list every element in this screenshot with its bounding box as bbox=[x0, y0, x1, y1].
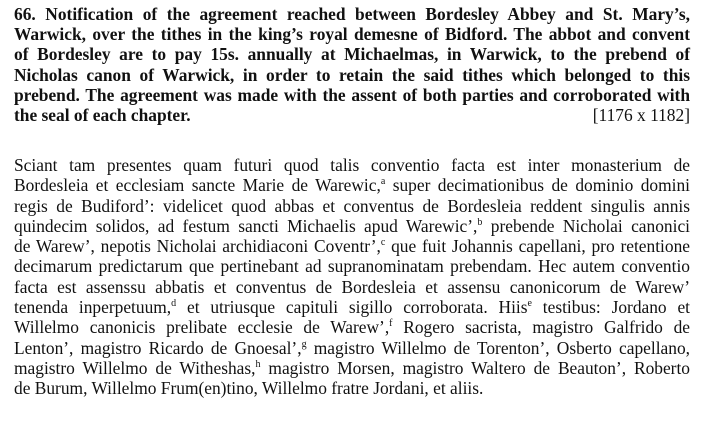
charter-text-segment: Willelmo canonicis prelibate ecclesie de Warew’, bbox=[14, 317, 390, 338]
date-range: [1176 x 1182] bbox=[592, 105, 690, 126]
heading-line: 66. Notification of the agreement reached between Bordesley Abbey and St. Mary’s, bbox=[14, 4, 690, 24]
entry-heading bbox=[14, 4, 690, 125]
footnote-marker: c bbox=[380, 237, 386, 249]
charter-line: facta est assenssu abbatis et conventus de Bordesleia et assensu canonicorum de Warew’ bbox=[14, 276, 690, 297]
charter-line bbox=[14, 358, 690, 378]
heading-line: Nicholas canon of Warwick, in order to retain the said tithes which belonged to this bbox=[14, 64, 690, 85]
charter-text-segment: testibus: Jordano et bbox=[531, 297, 691, 318]
charter-line bbox=[14, 216, 690, 236]
charter-text-segment: Bordesleia et ecclesiam sancte Marie de Warewic, bbox=[14, 175, 381, 196]
charter-text-segment: magistro Willelmo de Witheshas, bbox=[14, 357, 256, 378]
charter-text-segment: Lenton’, magistro Ricardo de Gnoesal’, bbox=[14, 337, 302, 358]
charter-text bbox=[14, 155, 690, 399]
footnote-marker: d bbox=[171, 298, 177, 310]
charter-text-segment: quindecim solidos, ad festum sancti Michaelis apud Warewic’, bbox=[14, 215, 478, 236]
footnote-marker: a bbox=[380, 176, 386, 188]
heading-line: Warwick, over the tithes in the king’s royal demesne of Bidford. The abbot and convent bbox=[14, 24, 690, 45]
charter-text-segment: magistro Willelmo de Torenton’, Osberto capellano, bbox=[306, 337, 690, 358]
charter-text-segment: tenenda inperpetuum, bbox=[14, 297, 172, 318]
charter-line bbox=[14, 317, 690, 337]
heading-last-text: the seal of each chapter. bbox=[14, 105, 191, 126]
charter-line bbox=[14, 338, 690, 358]
charter-line: decimarum predictarum que pertinebant ad supranominatam prebendam. Hec autem conventio bbox=[14, 256, 690, 277]
footnote-marker: e bbox=[527, 298, 532, 310]
charter-text-segment: magistro Morsen, magistro Waltero de Beauton’, Roberto bbox=[260, 357, 690, 378]
footnote-marker: h bbox=[255, 359, 261, 371]
charter-line-final: de Burum, Willelmo Frum(en)tino, Willelmo fratre Jordani, et aliis. bbox=[14, 378, 484, 399]
charter-text-segment: que fuit Johannis capellani, pro retentione bbox=[385, 236, 690, 257]
charter-line: Sciant tam presentes quam futuri quod talis conventio facta est inter monasterium de bbox=[14, 155, 690, 175]
charter-line bbox=[14, 297, 690, 317]
charter-text-segment: et utriusque capituli sigillo corroborata. Hiis bbox=[176, 297, 528, 318]
charter-text-segment: Rogero sacrista, magistro Galfrido de bbox=[392, 317, 690, 338]
charter-text-segment: super decimationibus de dominio domini bbox=[385, 175, 691, 196]
heading-line-last bbox=[14, 105, 690, 125]
charter-line bbox=[14, 236, 690, 256]
heading-line: prebend. The agreement was made with the assent of both parties and corroborated with bbox=[14, 84, 690, 105]
charter-text-segment: de Warew’, nepotis Nicholai archidiaconi Coventr’, bbox=[14, 236, 381, 257]
footnote-marker: b bbox=[477, 217, 483, 229]
charter-line bbox=[14, 175, 690, 195]
heading-line: of Bordesley are to pay 15s. annually at Michaelmas, in Warwick, to the prebend of bbox=[14, 44, 690, 65]
footnote-marker: f bbox=[389, 318, 393, 330]
footnote-marker: g bbox=[301, 338, 307, 350]
charter-text-segment: prebende Nicholai canonici bbox=[482, 215, 690, 236]
charter-line: regis de Budiford’: videlicet quod abbas et conventus de Bordesleia reddent singulis annis bbox=[14, 195, 690, 216]
